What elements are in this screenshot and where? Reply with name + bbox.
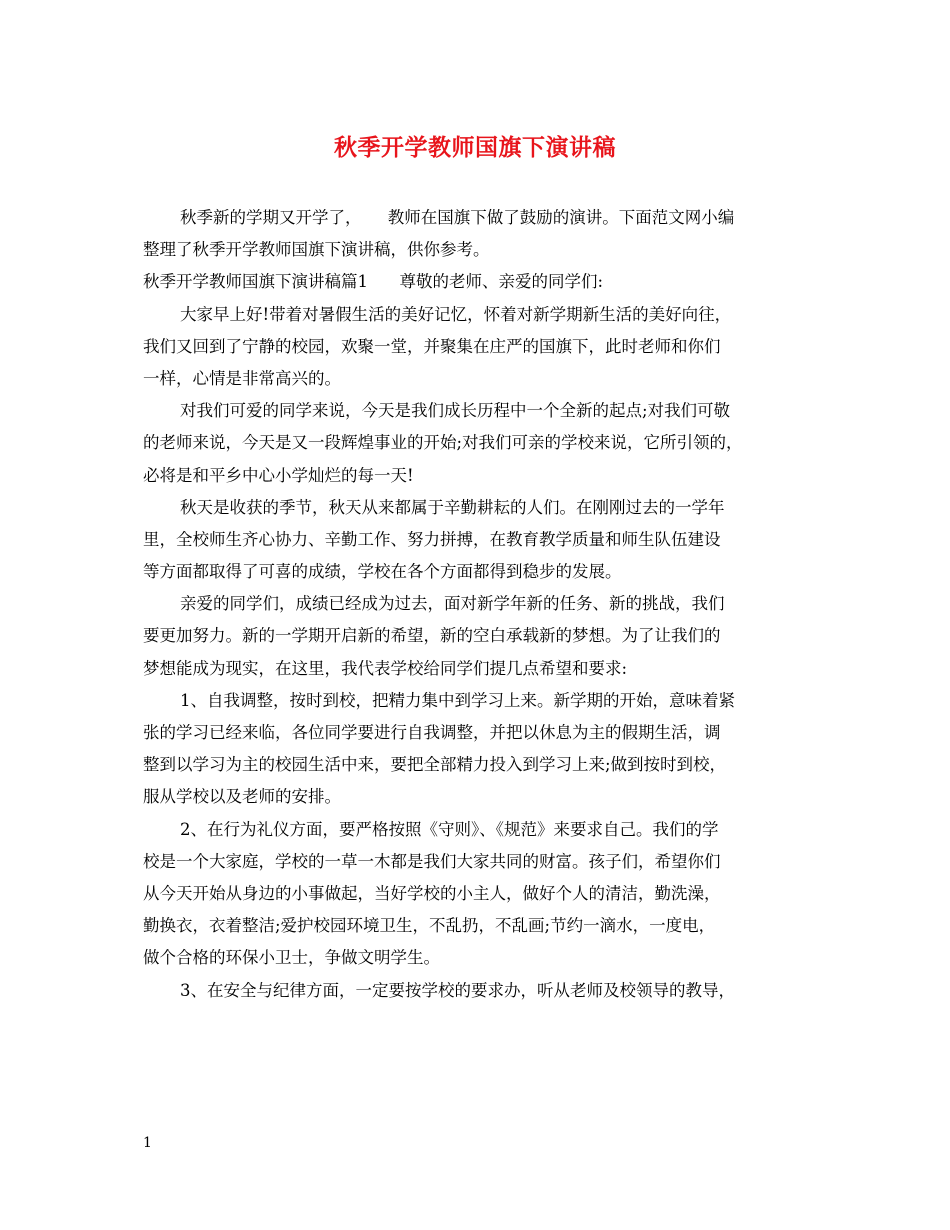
body-line: 2、在行为礼仪方面，要严格按照《守则》、《规范》来要求自己。我们的学 — [180, 819, 719, 839]
document-body — [143, 202, 813, 1007]
body-line: 3、在安全与纪律方面，一定要按学校的要求办，听从老师及校领导的教导， — [180, 980, 735, 1000]
body-line: 要更加努力。新的一学期开启新的希望，新的空白承载新的梦想。为了让我们的 — [143, 626, 721, 646]
body-line: 必将是和平乡中心小学灿烂的每一天! — [143, 465, 414, 485]
body-line: 服从学校以及老师的安排。 — [143, 787, 341, 807]
body-line: 勤换衣，衣着整洁;爱护校园环境卫生，不乱扔，不乱画;节约一滴水，一度电， — [143, 916, 716, 936]
body-line: 的老师来说，今天是又一段辉煌事业的开始;对我们可亲的学校来说，它所引领的， — [143, 433, 743, 453]
body-line: 里，全校师生齐心协力、辛勤工作、努力拼搏，在教育教学质量和师生队伍建设 — [143, 529, 721, 549]
body-line: 1、自我调整，按时到校，把精力集中到学习上来。新学期的开始，意味着紧 — [180, 690, 735, 710]
body-line: 从今天开始从身边的小事做起，当好学校的小主人，做好个人的清洁，勤洗澡， — [143, 883, 721, 903]
body-line: 梦想能成为现实，在这里，我代表学校给同学们提几点希望和要求: — [143, 658, 628, 678]
body-line: 校是一个大家庭，学校的一草一木都是我们大家共同的财富。孩子们，希望你们 — [143, 851, 721, 871]
body-line: 做个合格的环保小卫士，争做文明学生。 — [143, 948, 440, 968]
body-line: 等方面都取得了可喜的成绩，学校在各个方面都得到稳步的发展。 — [143, 562, 622, 582]
body-line: 大家早上好!带着对暑假生活的美好记忆，怀着对新学期新生活的美好向往， — [180, 304, 732, 324]
page-number: 1 — [143, 1135, 152, 1151]
body-line: 整到以学习为主的校园生活中来，要把全部精力投入到学习上来;做到按时到校， — [143, 755, 727, 775]
body-line: 秋天是收获的季节，秋天从来都属于辛勤耕耘的人们。在刚刚过去的一学年 — [180, 497, 725, 517]
document-title: 秋季开学教师国旗下演讲稿 — [334, 134, 616, 161]
body-line: 整理了秋季开学教师国旗下演讲稿，供你参考。 — [143, 240, 490, 260]
body-line: 我们又回到了宁静的校园，欢聚一堂，并聚集在庄严的国旗下，此时老师和你们 — [143, 336, 721, 356]
body-line: 秋季新的学期又开学了， 教师在国旗下做了鼓励的演讲。下面范文网小编 — [180, 208, 735, 227]
body-line: 对我们可爱的同学来说，今天是我们成长历程中一个全新的起点;对我们可敬 — [180, 401, 731, 421]
body-line: 张的学习已经来临，各位同学要进行自我调整，并把以休息为主的假期生活，调 — [143, 723, 721, 742]
body-line: 一样，心情是非常高兴的。 — [143, 368, 341, 388]
body-line: 秋季开学教师国旗下演讲稿篇1 尊敬的老师、亲爱的同学们: — [143, 272, 604, 292]
body-line: 亲爱的同学们，成绩已经成为过去，面对新学年新的任务、新的挑战，我们 — [180, 594, 725, 614]
